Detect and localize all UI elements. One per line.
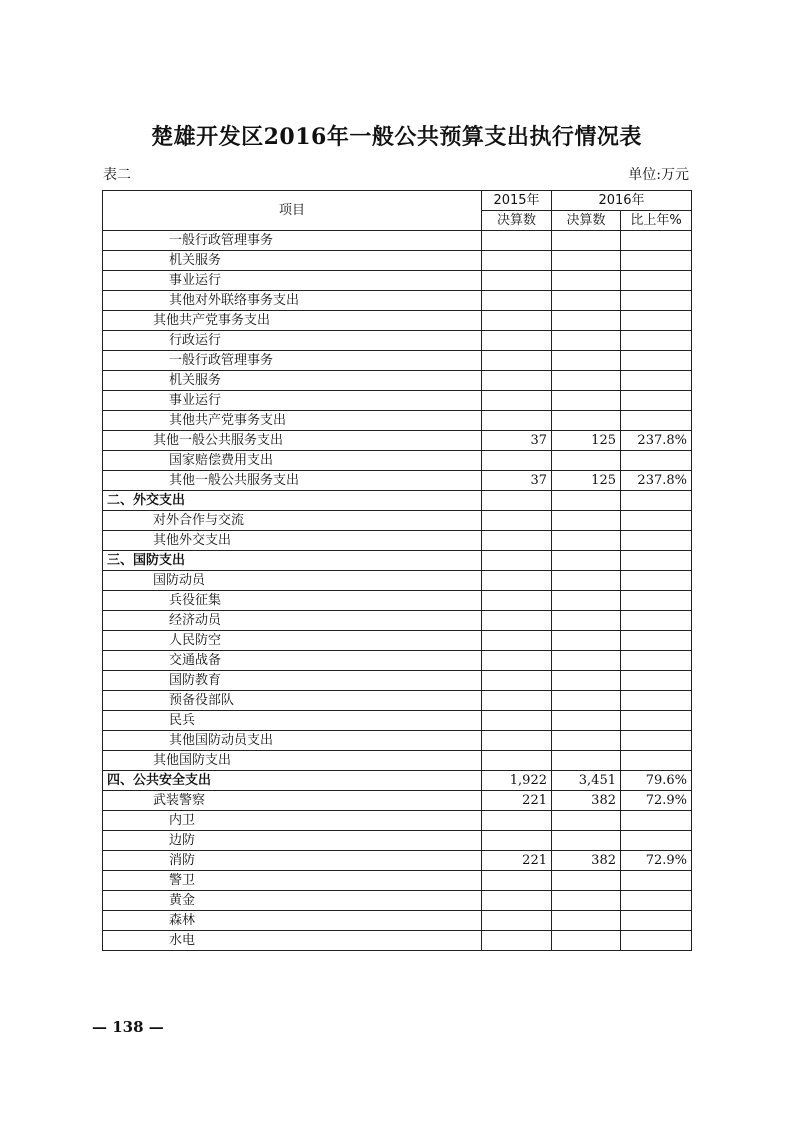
page-title: 楚雄开发区2016年一般公共预算支出执行情况表 (151, 124, 642, 150)
row-yoy-percent (621, 931, 692, 951)
row-yoy-percent (621, 711, 692, 731)
row-yoy-percent (621, 551, 692, 571)
row-yoy-percent (621, 571, 692, 591)
row-actual-2016 (552, 411, 621, 431)
row-yoy-percent (621, 591, 692, 611)
row-actual-2015 (482, 451, 552, 471)
row-actual-2016 (552, 391, 621, 411)
row-yoy-percent (621, 671, 692, 691)
row-yoy-percent (621, 451, 692, 471)
table-row (103, 771, 692, 791)
row-actual-2015 (482, 811, 552, 831)
row-actual-2016 (552, 251, 621, 271)
header-item: 项目 (103, 191, 482, 231)
table-row (103, 511, 692, 531)
header-2016: 2016年 (552, 191, 692, 211)
row-item-label: 森林 (103, 911, 482, 931)
table-row (103, 811, 692, 831)
row-item-label: 其他国防支出 (103, 751, 482, 771)
table-row (103, 571, 692, 591)
row-item-label: 其他国防动员支出 (103, 731, 482, 751)
row-actual-2015 (482, 411, 552, 431)
row-yoy-percent (621, 911, 692, 931)
row-item-label: 事业运行 (103, 271, 482, 291)
row-yoy-percent: 79.6% (621, 771, 692, 791)
row-actual-2015 (482, 551, 552, 571)
row-actual-2016 (552, 451, 621, 471)
row-yoy-percent (621, 411, 692, 431)
row-item-label: 事业运行 (103, 391, 482, 411)
row-item-label: 其他一般公共服务支出 (103, 431, 482, 451)
table-row (103, 651, 692, 671)
row-yoy-percent (621, 231, 692, 251)
row-actual-2016 (552, 371, 621, 391)
row-yoy-percent (621, 811, 692, 831)
row-yoy-percent (621, 631, 692, 651)
row-actual-2015 (482, 671, 552, 691)
table-row (103, 451, 692, 471)
row-actual-2016 (552, 871, 621, 891)
table-row (103, 371, 692, 391)
row-actual-2015 (482, 611, 552, 631)
row-item-label: 黄金 (103, 891, 482, 911)
budget-table (102, 190, 692, 951)
row-actual-2016: 125 (552, 431, 621, 451)
row-actual-2015 (482, 891, 552, 911)
row-actual-2016 (552, 831, 621, 851)
row-yoy-percent (621, 271, 692, 291)
table-row (103, 491, 692, 511)
row-yoy-percent: 72.9% (621, 791, 692, 811)
row-actual-2015 (482, 531, 552, 551)
row-yoy-percent (621, 251, 692, 271)
row-actual-2016 (552, 591, 621, 611)
table-row (103, 471, 692, 491)
row-yoy-percent (621, 871, 692, 891)
row-actual-2016 (552, 611, 621, 631)
row-item-label: 机关服务 (103, 251, 482, 271)
header-actual-2016: 决算数 (552, 211, 621, 231)
table-number: 表二 (103, 167, 131, 183)
row-item-label: 一般行政管理事务 (103, 231, 482, 251)
row-actual-2016 (552, 811, 621, 831)
row-actual-2016: 3,451 (552, 771, 621, 791)
row-actual-2015 (482, 311, 552, 331)
row-item-label: 其他对外联络事务支出 (103, 291, 482, 311)
table-row (103, 591, 692, 611)
row-actual-2016 (552, 711, 621, 731)
row-item-label: 其他一般公共服务支出 (103, 471, 482, 491)
row-actual-2015 (482, 391, 552, 411)
row-actual-2016 (552, 511, 621, 531)
table-row (103, 431, 692, 451)
row-item-label: 对外合作与交流 (103, 511, 482, 531)
row-yoy-percent (621, 331, 692, 351)
row-actual-2015: 221 (482, 791, 552, 811)
row-actual-2016 (552, 531, 621, 551)
row-actual-2016 (552, 751, 621, 771)
row-yoy-percent (621, 491, 692, 511)
table-row (103, 671, 692, 691)
row-item-label: 人民防空 (103, 631, 482, 651)
table-row (103, 851, 692, 871)
row-yoy-percent (621, 611, 692, 631)
row-actual-2015: 221 (482, 851, 552, 871)
table-row (103, 711, 692, 731)
row-item-label: 四、公共安全支出 (103, 771, 482, 791)
row-actual-2015: 37 (482, 471, 552, 491)
table-row (103, 391, 692, 411)
table-row (103, 231, 692, 251)
row-actual-2015 (482, 691, 552, 711)
row-actual-2015 (482, 491, 552, 511)
table-body (103, 231, 692, 951)
table-row (103, 791, 692, 811)
row-actual-2016 (552, 691, 621, 711)
row-actual-2016 (552, 631, 621, 651)
row-actual-2016 (552, 571, 621, 591)
row-actual-2015 (482, 651, 552, 671)
row-item-label: 二、外交支出 (103, 491, 482, 511)
row-actual-2015: 37 (482, 431, 552, 451)
table-row (103, 291, 692, 311)
table-header (103, 191, 692, 231)
table-row (103, 871, 692, 891)
table-row (103, 691, 692, 711)
table-row (103, 751, 692, 771)
row-item-label: 交通战备 (103, 651, 482, 671)
row-item-label: 民兵 (103, 711, 482, 731)
row-actual-2016 (552, 231, 621, 251)
row-actual-2015 (482, 331, 552, 351)
row-item-label: 国防动员 (103, 571, 482, 591)
row-yoy-percent (621, 691, 692, 711)
header-yoy: 比上年% (621, 211, 692, 231)
row-actual-2015 (482, 751, 552, 771)
row-item-label: 一般行政管理事务 (103, 351, 482, 371)
table-row (103, 831, 692, 851)
row-actual-2016 (552, 351, 621, 371)
table-row (103, 731, 692, 751)
row-actual-2016 (552, 671, 621, 691)
row-yoy-percent (621, 371, 692, 391)
row-item-label: 其他外交支出 (103, 531, 482, 551)
row-yoy-percent (621, 531, 692, 551)
table-row (103, 551, 692, 571)
row-yoy-percent (621, 651, 692, 671)
table-row (103, 911, 692, 931)
row-yoy-percent (621, 731, 692, 751)
row-yoy-percent: 237.8% (621, 471, 692, 491)
row-item-label: 兵役征集 (103, 591, 482, 611)
row-item-label: 机关服务 (103, 371, 482, 391)
table-row (103, 311, 692, 331)
row-item-label: 行政运行 (103, 331, 482, 351)
row-item-label: 警卫 (103, 871, 482, 891)
row-item-label: 内卫 (103, 811, 482, 831)
row-actual-2015 (482, 911, 552, 931)
header-2015: 2015年 (482, 191, 552, 211)
row-yoy-percent (621, 511, 692, 531)
row-actual-2015 (482, 231, 552, 251)
table-row (103, 331, 692, 351)
row-actual-2015 (482, 511, 552, 531)
table-row (103, 411, 692, 431)
row-actual-2015 (482, 571, 552, 591)
row-actual-2016 (552, 931, 621, 951)
row-actual-2016 (552, 491, 621, 511)
row-item-label: 经济动员 (103, 611, 482, 631)
row-actual-2015 (482, 831, 552, 851)
row-actual-2016 (552, 271, 621, 291)
row-actual-2016 (552, 731, 621, 751)
row-actual-2016 (552, 331, 621, 351)
row-actual-2016 (552, 291, 621, 311)
table-row (103, 931, 692, 951)
row-actual-2015 (482, 371, 552, 391)
table-row (103, 611, 692, 631)
row-yoy-percent: 237.8% (621, 431, 692, 451)
row-actual-2015 (482, 731, 552, 751)
row-actual-2015 (482, 291, 552, 311)
row-actual-2015 (482, 251, 552, 271)
page-number: — 138 — (92, 1018, 164, 1036)
table-row (103, 251, 692, 271)
header-actual-2015: 决算数 (482, 211, 552, 231)
row-actual-2015 (482, 631, 552, 651)
table-row (103, 271, 692, 291)
row-actual-2016 (552, 651, 621, 671)
row-actual-2015 (482, 711, 552, 731)
row-actual-2016: 382 (552, 791, 621, 811)
row-actual-2016 (552, 551, 621, 571)
row-item-label: 水电 (103, 931, 482, 951)
row-actual-2016 (552, 891, 621, 911)
row-item-label: 国家赔偿费用支出 (103, 451, 482, 471)
row-actual-2015 (482, 591, 552, 611)
row-item-label: 其他共产党事务支出 (103, 311, 482, 331)
table-row (103, 891, 692, 911)
row-actual-2016 (552, 311, 621, 331)
row-yoy-percent (621, 391, 692, 411)
table-row (103, 631, 692, 651)
row-actual-2015: 1,922 (482, 771, 552, 791)
table-row (103, 351, 692, 371)
row-item-label: 预备役部队 (103, 691, 482, 711)
row-yoy-percent (621, 891, 692, 911)
row-yoy-percent (621, 831, 692, 851)
row-item-label: 三、国防支出 (103, 551, 482, 571)
row-item-label: 国防教育 (103, 671, 482, 691)
unit-label: 单位:万元 (628, 167, 689, 183)
row-yoy-percent: 72.9% (621, 851, 692, 871)
row-item-label: 武装警察 (103, 791, 482, 811)
table-row (103, 531, 692, 551)
row-actual-2016: 125 (552, 471, 621, 491)
row-yoy-percent (621, 311, 692, 331)
row-yoy-percent (621, 351, 692, 371)
row-actual-2015 (482, 351, 552, 371)
row-yoy-percent (621, 751, 692, 771)
row-item-label: 消防 (103, 851, 482, 871)
row-item-label: 其他共产党事务支出 (103, 411, 482, 431)
row-item-label: 边防 (103, 831, 482, 851)
row-actual-2015 (482, 271, 552, 291)
row-actual-2015 (482, 931, 552, 951)
row-actual-2016 (552, 911, 621, 931)
row-actual-2016: 382 (552, 851, 621, 871)
row-yoy-percent (621, 291, 692, 311)
row-actual-2015 (482, 871, 552, 891)
